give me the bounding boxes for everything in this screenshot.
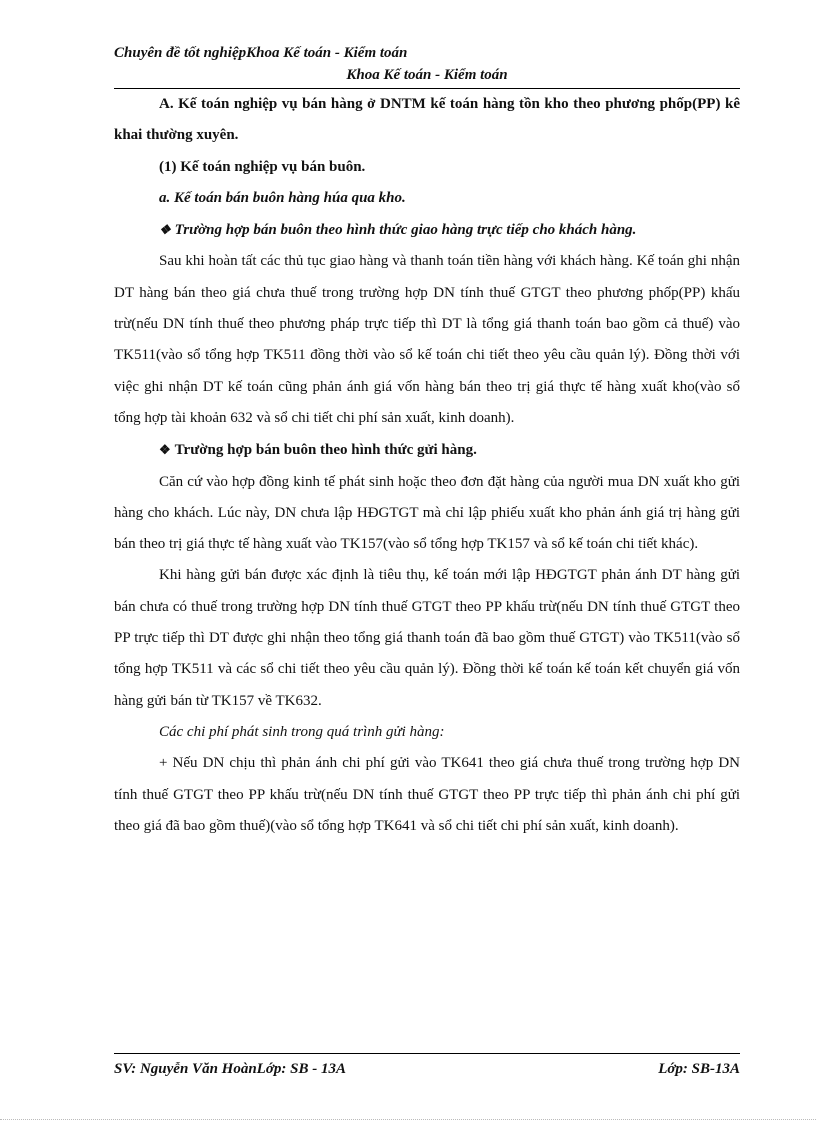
footer-class: Lớp: SB-13A [658,1061,740,1077]
case-2-title: Trường hợp bán buôn theo hình thức gửi hàng. [174,442,477,459]
footer-student: SV: Nguyễn Văn HoànLớp: SB - 13A [114,1061,346,1077]
diamond-bullet-icon: ❖ [159,222,171,238]
case-2-heading [114,434,740,466]
paragraph-4: + Nếu DN chịu thì phản ánh chi phí gửi vào TK641 theo giá chưa thuế trong trường hợp DN tính thuế GTGT theo PP khấu trừ(nếu DN tính thuế GTGT theo PP trực tiếp thì phản ánh chi phí gửi theo giá đã bao gồm thuế)(vào sổ tổng hợp TK641 và sổ chi tiết chi phí sản xuất, kinh doanh). [114,755,740,834]
costs-heading: Các chi phí phát sinh trong quá trình gửi hàng: [159,723,445,740]
case-1-heading [114,214,740,246]
paragraph-3: Khi hàng gửi bán được xác định là tiêu thụ, kế toán mới lập HĐGTGT phản ánh DT hàng gửi bán chưa có thuế trong trường hợp DN tính thuế GTGT theo PP khấu trừ(nếu DN tính thuế GTGT theo PP trực tiếp thì DT được ghi nhận theo tổng giá thanh toán đã bao gồm thuế GTGT) vào TK511(vào sổ tổng hợp TK511 và các sổ chi tiết theo yêu cầu quản lý). Đồng thời kế toán kế toán kết chuyển giá vốn hàng gửi bán từ TK157 về TK632. [114,567,740,709]
page-footer [114,1058,740,1080]
section-a-heading: A. Kế toán nghiệp vụ bán hàng ở DNTM kế toán hàng tồn kho theo phương phốp(PP) kê khai thường xuyên. [114,96,740,144]
paragraph-2: Căn cứ vào hợp đồng kinh tế phát sinh hoặc theo đơn đặt hàng của người mua DN xuất kho gửi hàng cho khách. Lúc này, DN chưa lập HĐGTGT mà chỉ lập phiếu xuất kho phản ánh giá trị hàng gửi bán theo trị giá thực tế hàng xuất vào TK157(vào sổ tổng hợp TK157 và sổ kế toán chi tiết khác). [114,473,740,553]
case-1-title: Trường hợp bán buôn theo hình thức giao hàng trực tiếp cho khách hàng. [174,222,637,239]
footer-rule [114,1053,740,1054]
paragraph-1: Sau khi hoàn tất các thủ tục giao hàng và thanh toán tiền hàng với khách hàng. Kế toán ghi nhận DT hàng bán theo giá chưa thuế trong trường hợp DN tính thuế GTGT theo phương phốp(PP) khấu trừ(nếu DN tính thuế theo phương pháp trực tiếp thì DT là tổng giá thanh toán bao gồm cả thuế) vào TK511(vào sổ tổng hợp TK511 đồng thời vào sổ kế toán chi tiết theo yêu cầu quản lý). Đồng thời với việc ghi nhận DT kế toán cũng phản ánh giá vốn hàng bán theo trị giá thực tế hàng xuất kho(vào sổ tổng hợp tài khoản 632 và sổ chi tiết chi phí sản xuất, kinh doanh). [114,253,740,426]
diamond-bullet-icon: ❖ [159,442,171,458]
document-body [114,89,740,842]
page-edge-divider [0,1119,816,1120]
subsection-a-heading: a. Kế toán bán buôn hàng húa qua kho. [159,189,406,206]
subsection-1-heading: (1) Kế toán nghiệp vụ bán buôn. [159,158,366,175]
header-line-1: Chuyên đề tốt nghiệpKhoa Kế toán - Kiểm toán [114,45,408,61]
header-line-2: Khoa Kế toán - Kiểm toán [346,67,508,83]
page-header [114,42,740,86]
